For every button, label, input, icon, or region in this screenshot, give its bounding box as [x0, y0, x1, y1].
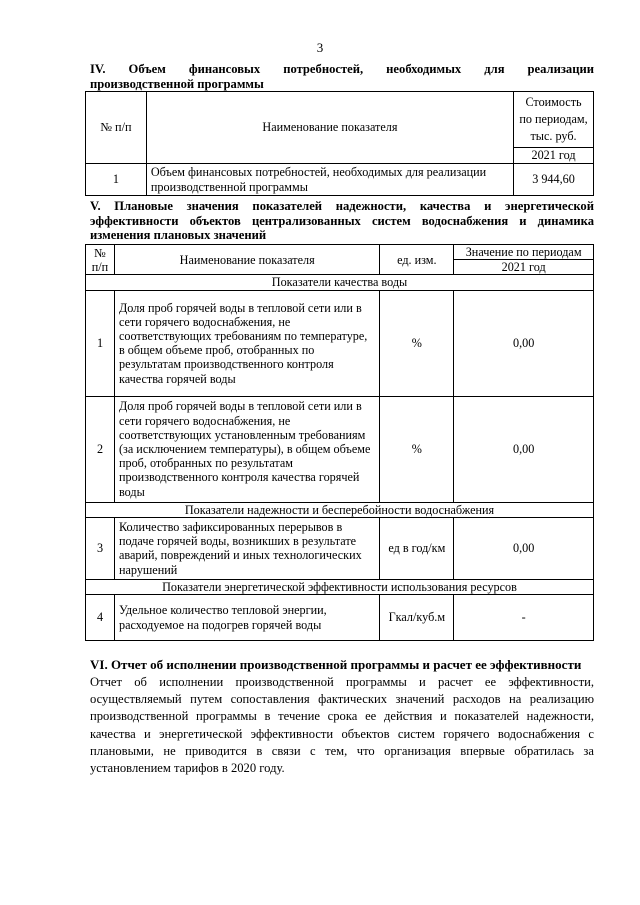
table-row	[86, 517, 594, 579]
row-name: Доля проб горячей воды в тепловой сети или в сети горячего водоснабжения, не соответствующих требованиям по температуре, в общем объеме проб, отобранных по результатам производственного контроля качества горячей воды	[114, 290, 379, 396]
section4-heading-line1: IV. Объем финансовых потребностей, необходимых для реализации	[90, 62, 594, 76]
row-number: 1	[86, 290, 115, 396]
row-name: Объем финансовых потребностей, необходимых для реализации производственной программы	[146, 164, 513, 196]
col-number-header: № п/п	[86, 245, 115, 275]
section4-heading-line2: производственной программы	[90, 76, 264, 91]
section5-heading-line1: V. Плановые значения показателей надежности, качества и энергетической	[90, 199, 594, 213]
row-unit: %	[380, 290, 454, 396]
row-unit: ед в год/км	[380, 517, 454, 579]
row-number: 4	[86, 595, 115, 641]
row-value: -	[454, 595, 594, 641]
col-periods-header: Значение по периодам	[454, 245, 594, 260]
table-row	[86, 595, 594, 641]
reliability-indicators-table	[85, 244, 594, 641]
row-name: Удельное количество тепловой энергии, расходуемое на подогрев горячей воды	[114, 595, 379, 641]
row-number: 1	[86, 164, 147, 196]
section5-heading	[90, 199, 594, 243]
group-energy-efficiency: Показатели энергетической эффективности использования ресурсов	[86, 579, 594, 594]
col-name-header: Наименование показателя	[146, 92, 513, 164]
row-name: Количество зафиксированных перерывов в подаче горячей воды, возникших в результате аварий, повреждений и иных технологических нарушений	[114, 517, 379, 579]
col-year-header: 2021 год	[514, 148, 594, 164]
col-cost-header: Стоимость по периодам, тыс. руб.	[514, 92, 594, 148]
section5-heading-line3: изменения плановых значений	[90, 228, 267, 242]
financial-needs-table	[85, 91, 594, 196]
row-number: 3	[86, 517, 115, 579]
section6-title: VI. Отчет об исполнении производственной программы и расчет ее эффективности	[90, 657, 582, 672]
section6-text: Отчет об исполнении производственной программы и расчет ее эффективности, осуществляемый путем сопоставления фактических значений расходов на реализацию производственной программы в течение срока ее действия и показателей надежности, качества и энергетической эффективности объектов систем горячего водоснабжения с плановыми, не приводится в связи с тем, что организация впервые обратилась за установлением тарифов в 2020 году.	[90, 675, 594, 776]
page-number: 3	[316, 40, 324, 55]
section5-heading-line2: эффективности объектов централизованных систем водоснабжения и динамика	[90, 213, 594, 228]
row-value: 0,00	[454, 396, 594, 502]
table-row	[86, 396, 594, 502]
row-value: 0,00	[454, 517, 594, 579]
table-row	[86, 164, 594, 196]
col-unit-header: ед. изм.	[380, 245, 454, 275]
col-name-header: Наименование показателя	[114, 245, 379, 275]
row-unit: Гкал/куб.м	[380, 595, 454, 641]
group-reliability: Показатели надежности и бесперебойности водоснабжения	[86, 502, 594, 517]
section4-heading	[90, 62, 594, 91]
row-value: 3 944,60	[514, 164, 594, 196]
row-name: Доля проб горячей воды в тепловой сети или в сети горячего водоснабжения, не соответствующих установленным требованиям (за исключением температуры), в общем объеме проб, отобранных по результатам производственного контроля качества горячей воды	[114, 396, 379, 502]
row-unit: %	[380, 396, 454, 502]
row-number: 2	[86, 396, 115, 502]
group-water-quality: Показатели качества воды	[86, 275, 594, 290]
col-number-header: № п/п	[86, 92, 147, 164]
col-year-header: 2021 год	[454, 260, 594, 275]
row-value: 0,00	[454, 290, 594, 396]
table-row	[86, 290, 594, 396]
